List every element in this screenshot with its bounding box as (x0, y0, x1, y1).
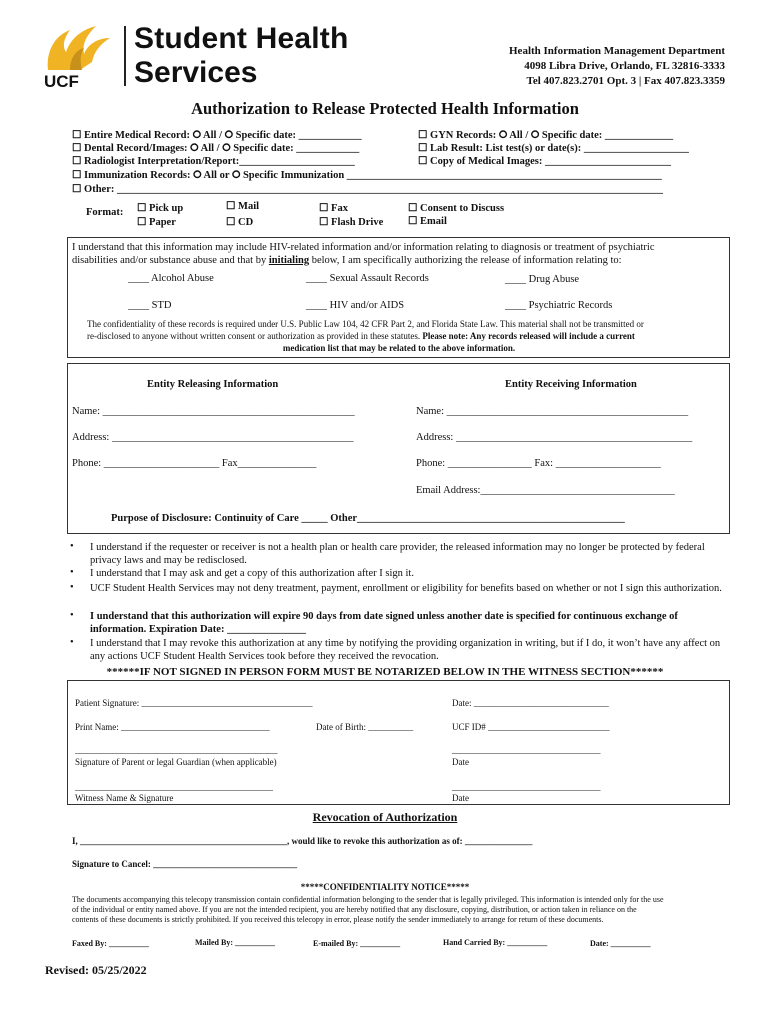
releasing-title: Entity Releasing Information (147, 379, 279, 390)
witness-date-label: Date (452, 793, 469, 803)
sensitive-intro-1: I understand that this information may include HIV-related information and/or information relating to diagnosis or treatment of psychiatric (72, 242, 655, 253)
guardian-date-label: Date (452, 757, 469, 767)
receiving-phone-field[interactable]: Phone: ________________ Fax: ____________________ (416, 458, 661, 469)
bullet-no-deny: UCF Student Health Services may not deny treatment, payment, enrollment or eligibility for benefits based on whether or not I sign this authorization. (90, 583, 722, 594)
releasing-phone-field[interactable]: Phone: ______________________ Fax_______________ (72, 458, 317, 469)
bullet-dot: • (70, 582, 74, 593)
record-dental[interactable]: ☐ Dental Record/Images: ⭘ All / ⭘ Specific date: ____________ (72, 143, 360, 154)
confidentiality-3: medication list that may be related to the above information. (282, 343, 516, 353)
record-entire[interactable]: ☐ Entire Medical Record: ⭘ All / ⭘ Specific date: ____________ (72, 130, 362, 141)
notice-line-2: of the individual or entity named above. If you are not the intended recipient, you are hereby notified that any disclosure, copying, distribution, or action taken in reliance on the (72, 905, 637, 914)
initial-alcohol[interactable]: ____ Alcohol Abuse (128, 273, 214, 284)
revocation-title: Revocation of Authorization (312, 810, 458, 824)
guardian-label: Signature of Parent or legal Guardian (when applicable) (75, 757, 277, 767)
witness-date-line[interactable]: _________________________________ (452, 782, 601, 792)
record-immunization[interactable]: ☐ Immunization Records: ⭘ All or ⭘ Specific Immunization ____________________________________________________________ (72, 170, 662, 181)
initial-psych[interactable]: ____ Psychiatric Records (505, 300, 613, 311)
sensitive-intro-2: disabilities and/or substance abuse and that by initialing below, I am specifically authorizing the release of information relating to: (72, 255, 622, 266)
guardian-line[interactable]: _____________________________________________ (75, 745, 278, 755)
releasing-address-field[interactable]: Address: ______________________________________________ (72, 432, 354, 443)
notice-line-1: The documents accompanying this telecopy transmission contain confidential information belonging to the sender that is legally privileged. This information is intended only for the use (72, 895, 664, 904)
format-fax[interactable]: ☐ Fax (319, 203, 348, 214)
brand-line-1: Student Health (134, 22, 349, 55)
initial-sexual-assault[interactable]: ____ Sexual Assault Records (306, 273, 429, 284)
notice-line-3: contents of these documents is strictly prohibited. If you received this telecopy in error, please notify the sender immediately to arrange for return of these documents. (72, 915, 604, 924)
bullet-expiration[interactable]: I understand that this authorization will expire 90 days from date signed unless another date is specified for continuous exchange of information. Expiration Date: _______________ (90, 611, 678, 635)
revised-date: Revised: 05/25/2022 (45, 963, 147, 977)
dept-name: Health Information Management Department (509, 45, 725, 57)
format-flash[interactable]: ☐ Flash Drive (319, 217, 384, 228)
hand-carried-field[interactable]: Hand Carried By: __________ (443, 938, 548, 947)
witness-banner: ******IF NOT SIGNED IN PERSON FORM MUST BE NOTARIZED BELOW IN THE WITNESS SECTION****** (106, 666, 664, 678)
dob-field[interactable]: Date of Birth: __________ (316, 722, 414, 732)
bullet-revoke: I understand that I may revoke this authorization at any time by notifying the providing organization in writing, but if I do, it won’t have any affect on any actions UCF Student Health Services took before they received the revocation. (90, 638, 721, 662)
record-radiologist[interactable]: ☐ Radiologist Interpretation/Report:______________________ (72, 156, 355, 167)
format-consent[interactable]: ☐ Consent to Discuss (408, 203, 505, 214)
initial-std[interactable]: ____ STD (128, 300, 172, 311)
witness-label: Witness Name & Signature (75, 793, 174, 803)
revocation-signature[interactable]: Signature to Cancel: ________________________________ (72, 859, 298, 869)
format-label: Format: (86, 207, 124, 218)
notice-title: *****CONFIDENTIALITY NOTICE***** (300, 882, 470, 892)
bullet-copy: I understand that I may ask and get a copy of this authorization after I sign it. (90, 568, 414, 579)
faxed-by-field[interactable]: Faxed By: __________ (72, 939, 149, 948)
format-pickup[interactable]: ☐ Pick up (137, 203, 184, 214)
record-images[interactable]: ☐ Copy of Medical Images: ________________________ (418, 156, 671, 167)
format-paper[interactable]: ☐ Paper (137, 217, 176, 228)
bullet-dot: • (70, 637, 74, 648)
ucf-id-field[interactable]: UCF ID# ___________________________ (452, 722, 610, 732)
brand-line-2: Services (134, 56, 258, 89)
format-mail[interactable]: ☐ Mail (226, 201, 260, 212)
record-lab[interactable]: ☐ Lab Result: List test(s) or date(s): ____________________ (418, 143, 689, 154)
bullet-redisclosure: I understand if the requester or receiver is not a health plan or health care provider, the released information may no longer be protected by federal privacy laws and may be redisclosed. (90, 542, 705, 566)
purpose-field[interactable]: Purpose of Disclosure: Continuity of Care _____ Other___________________________________________________ (111, 513, 625, 524)
bullet-dot: • (70, 541, 74, 552)
ucf-logo-text: UCF (44, 72, 79, 91)
format-email[interactable]: ☐ Email (408, 216, 447, 227)
receiving-email-field[interactable]: Email Address:_____________________________________ (416, 485, 675, 496)
receiving-address-field[interactable]: Address: _____________________________________________ (416, 432, 693, 443)
confidentiality-2: re-disclosed to anyone without written consent or authorization as provided in these statutes. Please note: Any records released will include a current (87, 331, 635, 341)
initial-drug[interactable]: ____ Drug Abuse (505, 274, 580, 285)
logo-divider (124, 26, 126, 86)
format-cd[interactable]: ☐ CD (226, 217, 254, 228)
witness-line[interactable]: ____________________________________________ (75, 782, 273, 792)
bullet-dot: • (70, 567, 74, 578)
bullet-dot: • (70, 610, 74, 621)
initial-hiv[interactable]: ____ HIV and/or AIDS (306, 300, 405, 311)
record-other[interactable]: ☐ Other: ________________________________________________________________________________________________________ (72, 184, 663, 195)
revocation-line[interactable]: I, ______________________________________________, would like to revoke this authorization as of: _______________ (72, 836, 533, 846)
date-field[interactable]: Date: __________ (590, 939, 651, 948)
patient-signature-field[interactable]: Patient Signature: ______________________________________ (75, 698, 313, 708)
dept-phone: Tel 407.823.2701 Opt. 3 | Fax 407.823.3359 (526, 75, 725, 87)
form-title: Authorization to Release Protected Health Information (191, 99, 579, 118)
guardian-date-line[interactable]: _________________________________ (452, 745, 601, 755)
confidentiality-1: The confidentiality of these records is required under U.S. Public Law 104, 42 CFR Part 2, and Florida State Law. This material shall not be transmitted or (87, 319, 644, 329)
mailed-by-field[interactable]: Mailed By: __________ (195, 938, 275, 947)
releasing-name-field[interactable]: Name: ________________________________________________ (72, 406, 355, 417)
receiving-title: Entity Receiving Information (505, 379, 637, 390)
receiving-name-field[interactable]: Name: ______________________________________________ (416, 406, 689, 417)
dept-address: 4098 Libra Drive, Orlando, FL 32816-3333 (524, 60, 725, 72)
print-name-field[interactable]: Print Name: _________________________________ (75, 722, 270, 732)
record-gyn[interactable]: ☐ GYN Records: ⭘ All / ⭘ Specific date: _____________ (418, 130, 674, 141)
emailed-by-field[interactable]: E-mailed By: __________ (313, 939, 401, 948)
patient-date-field[interactable]: Date: ______________________________ (452, 698, 609, 708)
